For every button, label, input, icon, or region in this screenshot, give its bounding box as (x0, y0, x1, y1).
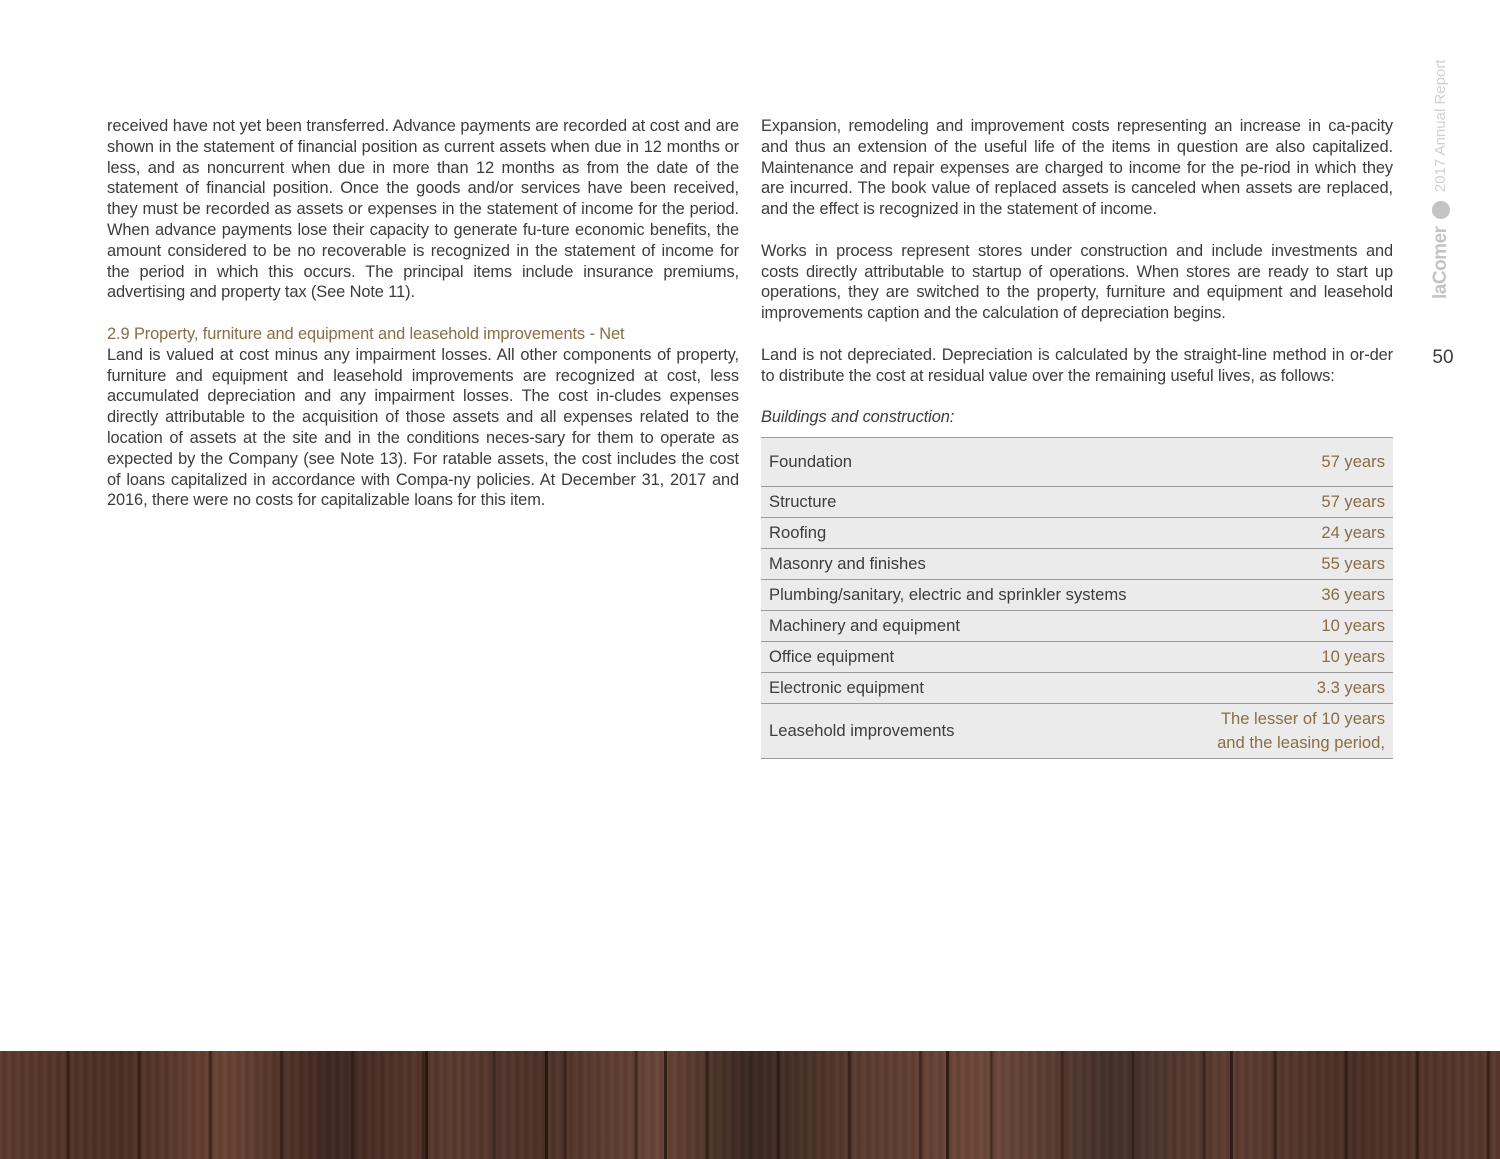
row-life: 57 years (1184, 438, 1393, 487)
row-life: 3.3 years (1184, 673, 1393, 704)
row-item: Structure (761, 487, 1184, 518)
wood-footer-texture (0, 1051, 1500, 1159)
table-row (761, 704, 1393, 759)
wood-plank-seam (545, 1051, 548, 1159)
row-life: 36 years (1184, 580, 1393, 611)
land-valuation-paragraph: Land is valued at cost minus any impairment losses. All other components of property, furniture and equipment and leasehold improvements are recognized at cost, less accumulated depreciation and any impairment losses. The cost in-cludes expenses directly attributable to the acquisition of those assets and all expenses related to the location of assets at the site and in the conditions neces-sary for them to operate as expected by the Company (see Note 13). For ratable assets, the cost includes the cost of loans capitalized in accordance with Compa-ny policies. At December 31, 2017 and 2016, there were no costs for capitalizable loans for this item. (107, 345, 739, 510)
wood-plank-seam (425, 1051, 428, 1159)
row-life: 57 years (1184, 487, 1393, 518)
row-item: Leasehold improvements (761, 704, 1184, 759)
table-row (761, 642, 1393, 673)
vertical-header (1430, 60, 1454, 340)
side-logo (1430, 60, 1454, 340)
brand-swirl-icon (1432, 201, 1450, 219)
table-row (761, 673, 1393, 704)
table-row (761, 549, 1393, 580)
page-number: 50 (1432, 347, 1454, 368)
row-item: Roofing (761, 518, 1184, 549)
table-row (761, 611, 1393, 642)
brand-logo: laComer (1430, 226, 1451, 300)
depreciation-table (761, 437, 1393, 759)
section-heading: 2.9 Property, furniture and equipment and leasehold improvements - Net (107, 324, 625, 343)
right-column (761, 116, 1393, 428)
table-row (761, 487, 1393, 518)
works-in-process-paragraph: Works in process represent stores under construction and include investments and costs directly attributable to startup of operations. When stores are ready to start up operations, they are switched to the property, furniture and equipment and leasehold improvements caption and the calculation of depreciation begins. (761, 241, 1393, 323)
row-item: Masonry and finishes (761, 549, 1184, 580)
depreciation-method-paragraph: Land is not depreciated. Depreciation is calculated by the straight-line method in or-der to distribute the cost at residual value over the remaining useful lives, as follows: (761, 345, 1393, 385)
table-row (761, 438, 1393, 487)
advance-payments-paragraph: received have not yet been transferred. Advance payments are recorded at cost and are shown in the statement of financial position as current assets when due in 12 months or less, and as noncurrent when due in more than 12 months as from the date of the statement of financial position. Once the goods and/or services have been received, they must be recorded as assets or expenses in the statement of income for the period. When advance payments lose their capacity to generate fu-ture economic benefits, the amount considered to be no recoverable is recognized in the statement of income for the period in which this occurs. The principal items include insurance premiums, advertising and property tax (See Note 11). (107, 117, 739, 302)
table-row (761, 580, 1393, 611)
row-life: 10 years (1184, 611, 1393, 642)
row-life: 24 years (1184, 518, 1393, 549)
row-life (1184, 704, 1393, 759)
report-label: 2017 Annual Report (1432, 60, 1449, 193)
row-life-line1: The lesser of 10 years (1220, 709, 1385, 728)
row-item: Electronic equipment (761, 673, 1184, 704)
left-column (107, 116, 739, 511)
row-item: Office equipment (761, 642, 1184, 673)
table-caption: Buildings and construction: (761, 408, 955, 427)
row-life: 10 years (1184, 642, 1393, 673)
row-item: Machinery and equipment (761, 611, 1184, 642)
row-life: 55 years (1184, 549, 1393, 580)
wood-plank-seam (946, 1051, 949, 1159)
table-row (761, 518, 1393, 549)
wood-plank-seam (1230, 1051, 1233, 1159)
expansion-costs-paragraph: Expansion, remodeling and improvement costs representing an increase in ca-pacity and thus an extension of the useful life of the items in question are also capitalized. Maintenance and repair expenses are charged to income for the pe-riod in which they are incurred. The book value of replaced assets is canceled when assets are replaced, and the effect is recognized in the statement of income. (761, 117, 1393, 219)
row-item: Plumbing/sanitary, electric and sprinkler systems (761, 580, 1184, 611)
row-item: Foundation (761, 438, 1184, 487)
wood-plank-seam (664, 1051, 667, 1159)
row-life-line2: and the leasing period, (1217, 733, 1385, 752)
